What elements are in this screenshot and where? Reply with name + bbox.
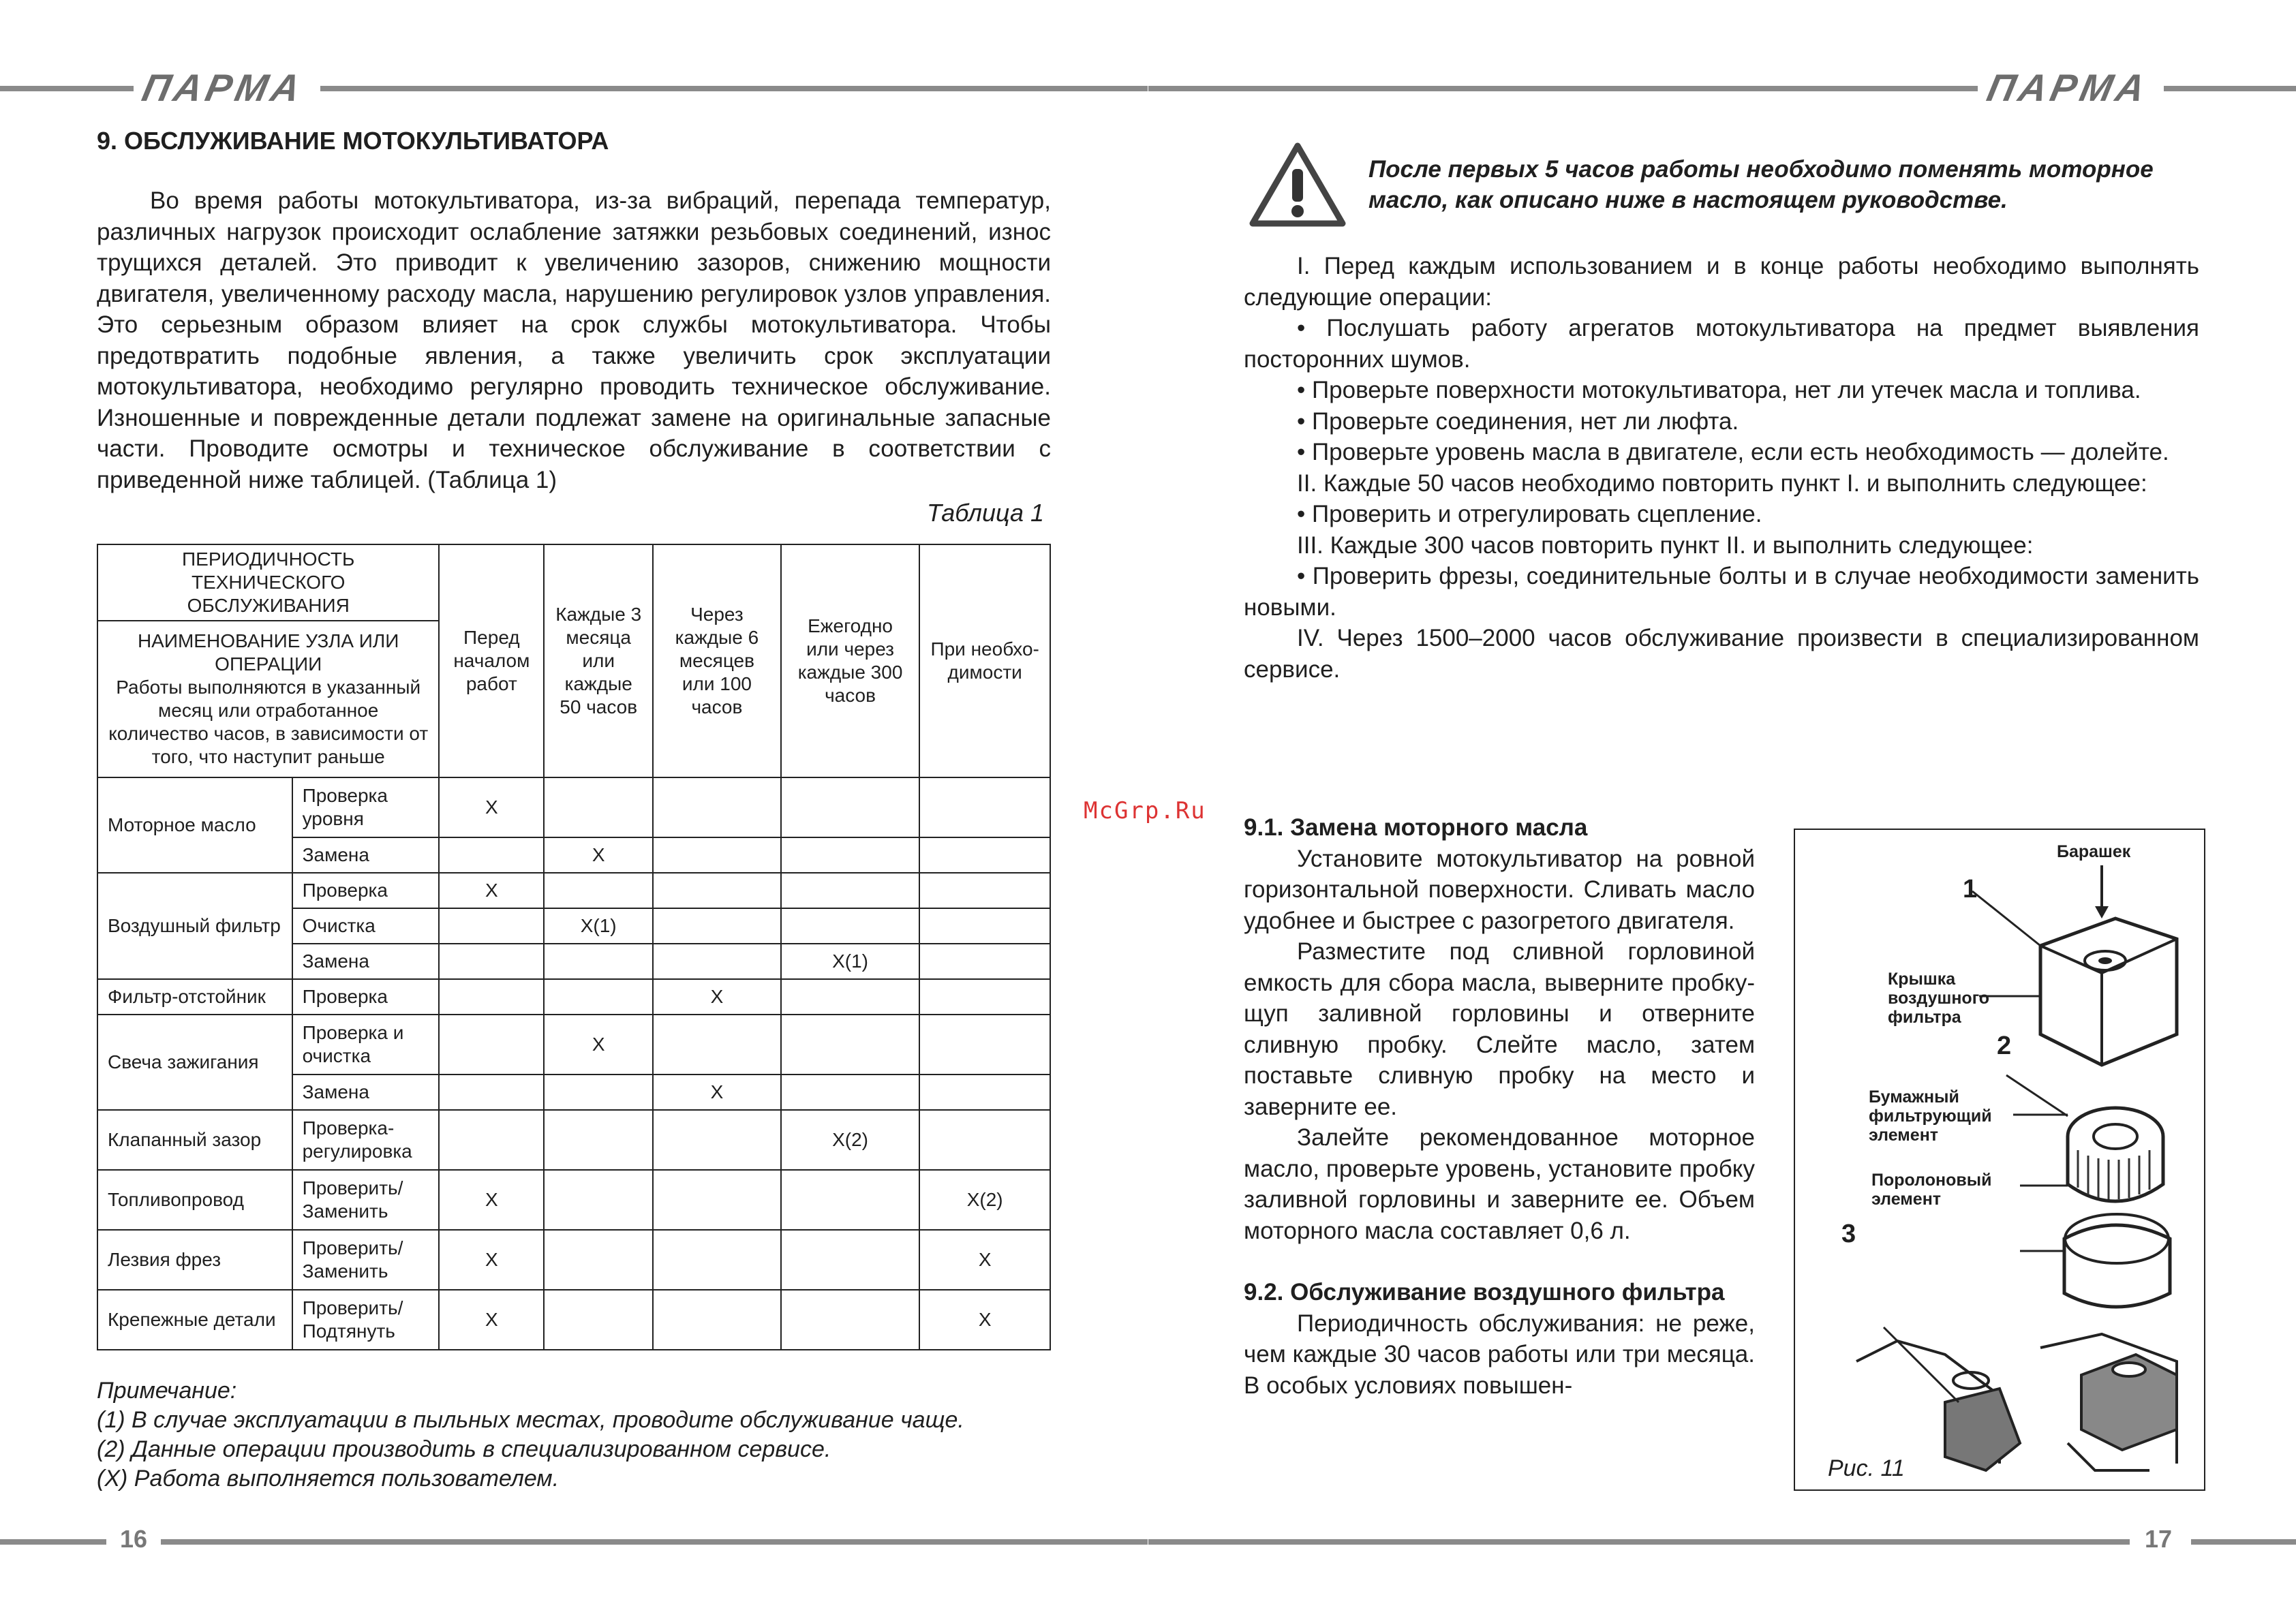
schedule-cell-c5: X: [919, 1230, 1050, 1290]
unit-name-cell: Клапанный зазор: [97, 1110, 292, 1170]
unit-name-cell: Фильтр-отстойник: [97, 979, 292, 1015]
schedule-cell-c5: [919, 1015, 1050, 1075]
head-node: [97, 621, 439, 777]
unit-name-cell: Топливопровод: [97, 1170, 292, 1230]
operation-cell: Проверка и очистка: [292, 1015, 440, 1075]
head-node-title: НАИМЕНОВАНИЕ УЗЛА ИЛИ ОПЕРАЦИИ: [137, 630, 399, 675]
operation-item: I. Перед каждым использованием и в конце работы необходимо выполнять следующие операции:: [1244, 253, 2199, 311]
table-row: [97, 777, 1050, 837]
header-rule: [2164, 86, 2296, 91]
section-title: 9. ОБСЛУЖИВАНИЕ МОТОКУЛЬТИВАТОРА: [97, 127, 609, 155]
schedule-cell-c1: X: [439, 873, 544, 908]
schedule-cell-c4: [781, 1230, 920, 1290]
label-paper-element: Бумажный фильтрующий элемент: [1869, 1087, 1992, 1145]
page-number: 16: [120, 1525, 148, 1553]
table-row: [97, 1290, 1050, 1350]
maintenance-table: [97, 544, 1051, 1350]
operation-cell: Проверка: [292, 979, 440, 1015]
head-col-6-months: Через каждые 6 месяцев или 100 часов: [653, 544, 781, 777]
table-caption: Таблица 1: [927, 499, 1045, 527]
schedule-cell-c5: [919, 1075, 1050, 1110]
schedule-cell-c2: [544, 1170, 653, 1230]
footer-rule: [0, 1539, 106, 1545]
schedule-cell-c2: [544, 1075, 653, 1110]
operation-cell: Проверить/ Заменить: [292, 1230, 440, 1290]
schedule-cell-c5: [919, 908, 1050, 944]
schedule-cell-c4: [781, 908, 920, 944]
table-row: [97, 1230, 1050, 1290]
schedule-cell-c2: [544, 777, 653, 837]
schedule-cell-c5: [919, 873, 1050, 908]
schedule-cell-c5: [919, 944, 1050, 979]
schedule-cell-c1: [439, 944, 544, 979]
header-rule: [0, 86, 134, 91]
watermark: McGrp.Ru: [1084, 797, 1206, 824]
operation-item: IV. Через 1500–2000 часов обслуживание произвести в специализированном сервисе.: [1244, 625, 2199, 683]
notes-title: Примечание:: [97, 1378, 237, 1404]
section-9-1-p3: Залейте рекомендованное моторное масло, проверьте уровень, установите пробку заливной горловины и заверните ее. Объем моторного масла составляет 0,6 л.: [1244, 1124, 1755, 1244]
schedule-cell-c5: [919, 837, 1050, 873]
schedule-cell-c3: [653, 837, 781, 873]
operation-cell: Замена: [292, 837, 440, 873]
operation-cell: Проверка: [292, 873, 440, 908]
schedule-cell-c2: [544, 979, 653, 1015]
schedule-cell-c1: [439, 979, 544, 1015]
table-row: [97, 873, 1050, 908]
schedule-cell-c4: X(1): [781, 944, 920, 979]
schedule-cell-c3: [653, 1015, 781, 1075]
operation-item: III. Каждые 300 часов повторить пункт II. и выполнить следующее:: [1297, 531, 2034, 559]
schedule-cell-c3: [653, 1110, 781, 1170]
schedule-cell-c1: X: [439, 1230, 544, 1290]
schedule-cell-c3: [653, 908, 781, 944]
schedule-cell-c5: [919, 777, 1050, 837]
head-col-before-work: Перед началом работ: [439, 544, 544, 777]
section-9-2-title: 9.2. Обслуживание воздушного фильтра: [1244, 1279, 1725, 1305]
schedule-cell-c1: [439, 837, 544, 873]
schedule-cell-c4: [781, 837, 920, 873]
operation-cell: Очистка: [292, 908, 440, 944]
section-9-1-p2: Разместите под сливной горловиной емкость для сбора масла, выверните пробку-щуп заливной горловины и отверните сливную пробку. Слейте масло, затем поставьте сливную пробку на место и заверните ее.: [1244, 938, 1755, 1120]
schedule-cell-c2: [544, 1110, 653, 1170]
figure-caption: Рис. 11: [1828, 1455, 1905, 1481]
schedule-cell-c2: X: [544, 837, 653, 873]
figure-number-3: 3: [1841, 1220, 1856, 1248]
header-rule: [320, 86, 1148, 91]
schedule-cell-c2: [544, 1290, 653, 1350]
operation-item: • Послушать работу агрегатов мотокультиватора на предмет выявления посторонних шумов.: [1244, 315, 2199, 373]
warning-triangle-icon: [1247, 140, 1348, 229]
head-periodicity: ПЕРИОДИЧНОСТЬ ТЕХНИЧЕСКОГО ОБСЛУЖИВАНИЯ: [97, 544, 439, 621]
section-9-1-title: 9.1. Замена моторного масла: [1244, 814, 1588, 841]
head-node-note: Работы выполняются в указанный месяц или отработанное количество часов, в зависимости от того, что наступит раньше: [108, 677, 429, 767]
operation-item: • Проверьте уровень масла в двигателе, если есть необходимость — долейте.: [1297, 439, 2169, 465]
schedule-cell-c1: [439, 1075, 544, 1110]
schedule-cell-c4: X(2): [781, 1110, 920, 1170]
figure-air-filter: [1794, 829, 2205, 1491]
parma-logo: ПАРМА: [1983, 66, 2153, 109]
operation-item: • Проверьте поверхности мотокультиватора, нет ли утечек масла и топлива.: [1297, 377, 2141, 403]
operations-list: [1244, 251, 2199, 685]
notes: [97, 1376, 964, 1494]
schedule-cell-c2: [544, 873, 653, 908]
unit-name-cell: Лезвия фрез: [97, 1230, 292, 1290]
table-row: [97, 1110, 1050, 1170]
operation-item: • Проверьте соединения, нет ли люфта.: [1297, 407, 1739, 435]
schedule-cell-c4: [781, 777, 920, 837]
intro-paragraph: Во время работы мотокультиватора, из-за вибраций, перепада температур, различных нагрузок происходит ослабление затяжки резьбовых соединений, износ трущихся деталей. Это приводит к увеличению зазоров, снижению мощности двигателя, увеличенному расходу масла, нарушению регулировок узлов управления. Это серьезным образом влияет на срок службы мотокультиватора. Чтобы предотвратить подобные явления, а также увеличить срок эксплуатации мотокультиватора, необходимо регулярно проводить техническое обслуживание. Изношенные и поврежденные детали подлежат замене на оригинальные запасные части. Проводите осмотры и техническое обслуживание в соответствии с приведенной ниже таблицей. (Таблица 1): [97, 187, 1051, 493]
table-row: [97, 979, 1050, 1015]
page-number: 17: [2145, 1525, 2173, 1553]
schedule-cell-c4: [781, 1290, 920, 1350]
operation-cell: Проверить/ Подтянуть: [292, 1290, 440, 1350]
schedule-cell-c5: X: [919, 1290, 1050, 1350]
figure-number-1: 1: [1963, 875, 1978, 903]
operation-item: II. Каждые 50 часов необходимо повторить пункт I. и выполнить следующее:: [1297, 469, 2147, 497]
note-1: (1) В случае эксплуатации в пыльных местах, проводите обслуживание чаще.: [97, 1407, 964, 1433]
label-wingnut: Барашек: [2057, 842, 2131, 861]
section-9-2-p1: Периодичность обслуживания: не реже, чем каждые 30 часов работы или три месяца. В особых условиях повышен-: [1244, 1310, 1755, 1399]
schedule-cell-c2: X: [544, 1015, 653, 1075]
schedule-cell-c4: [781, 1015, 920, 1075]
schedule-cell-c1: X: [439, 1290, 544, 1350]
schedule-cell-c3: X: [653, 1075, 781, 1110]
label-cover: Крышка воздушного фильтра: [1888, 970, 1990, 1027]
label-foam-element: Поролоновый элемент: [1871, 1171, 1992, 1209]
operation-item: • Проверить и отрегулировать сцепление.: [1297, 501, 1762, 527]
operation-item: • Проверить фрезы, соединительные болты и в случае необходимости заменить новыми.: [1244, 563, 2199, 621]
schedule-cell-c3: [653, 1170, 781, 1230]
air-filter-drawing: [1795, 830, 2204, 1489]
table-row: [97, 1015, 1050, 1075]
operation-cell: Проверка уровня: [292, 777, 440, 837]
head-col-as-needed: При необхо-димости: [919, 544, 1050, 777]
schedule-cell-c3: [653, 873, 781, 908]
unit-name-cell: Моторное масло: [97, 777, 292, 873]
footer-rule: [161, 1539, 1148, 1545]
unit-name-cell: Свеча зажигания: [97, 1015, 292, 1110]
schedule-cell-c5: [919, 1110, 1050, 1170]
header-rule: [1148, 86, 1978, 91]
schedule-cell-c4: [781, 1170, 920, 1230]
head-col-3-months: Каждые 3 месяца или каждые 50 часов: [544, 544, 653, 777]
operation-cell: Замена: [292, 1075, 440, 1110]
schedule-cell-c2: [544, 944, 653, 979]
schedule-cell-c3: [653, 1290, 781, 1350]
schedule-cell-c4: [781, 1075, 920, 1110]
note-2: (2) Данные операции производить в специализированном сервисе.: [97, 1436, 831, 1462]
head-col-yearly: Ежегодно или через каждые 300 часов: [781, 544, 920, 777]
schedule-cell-c4: [781, 979, 920, 1015]
section-9-1: [1244, 812, 1755, 1401]
schedule-cell-c1: [439, 908, 544, 944]
section-9-1-p1: Установите мотокультиватор на ровной горизонтальной поверхности. Сливать масло удобнее и быстрее с разогретого двигателя.: [1244, 845, 1755, 934]
schedule-cell-c2: [544, 1230, 653, 1290]
schedule-cell-c3: X: [653, 979, 781, 1015]
parma-logo: ПАРМА: [138, 66, 308, 109]
footer-rule: [2191, 1539, 2296, 1545]
warning-text: После первых 5 часов работы необходимо поменять моторное масло, как описано ниже в настоящем руководстве.: [1368, 156, 2154, 213]
operation-cell: Замена: [292, 944, 440, 979]
note-3: (X) Работа выполняется пользователем.: [97, 1466, 560, 1491]
schedule-cell-c1: X: [439, 777, 544, 837]
schedule-cell-c1: [439, 1110, 544, 1170]
schedule-cell-c3: [653, 777, 781, 837]
schedule-cell-c3: [653, 944, 781, 979]
table-row: [97, 1170, 1050, 1230]
schedule-cell-c1: X: [439, 1170, 544, 1230]
figure-number-2: 2: [1997, 1032, 2012, 1060]
footer-rule: [1148, 1539, 2130, 1545]
schedule-cell-c4: [781, 873, 920, 908]
unit-name-cell: Крепежные детали: [97, 1290, 292, 1350]
schedule-cell-c5: X(2): [919, 1170, 1050, 1230]
schedule-cell-c1: [439, 1015, 544, 1075]
operation-cell: Проверить/ Заменить: [292, 1170, 440, 1230]
schedule-cell-c3: [653, 1230, 781, 1290]
schedule-cell-c2: X(1): [544, 908, 653, 944]
operation-cell: Проверка-регулировка: [292, 1110, 440, 1170]
schedule-cell-c5: [919, 979, 1050, 1015]
unit-name-cell: Воздушный фильтр: [97, 873, 292, 979]
